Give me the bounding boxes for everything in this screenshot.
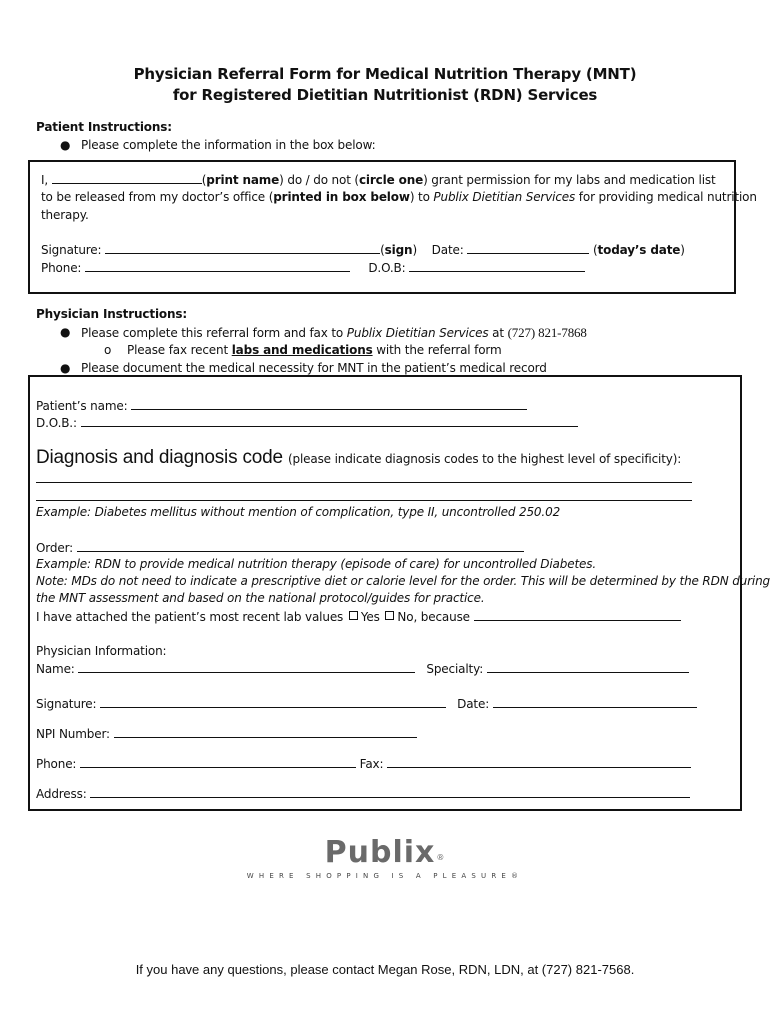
referral-dob-field[interactable] xyxy=(81,414,578,427)
consent-rest-1: ) grant permission for my labs and medication list xyxy=(423,173,716,187)
specialty-label: Specialty: xyxy=(426,662,484,676)
order-note-line2: the MNT assessment and based on the national protocol/guides for practice. xyxy=(36,591,485,605)
patient-signature-field[interactable] xyxy=(105,241,380,254)
patient-date-field[interactable] xyxy=(467,241,589,254)
order-label: Order: xyxy=(36,541,74,555)
yes-checkbox[interactable] xyxy=(349,611,358,620)
consent-line2-a: to be released from my doctor’s office ( xyxy=(41,190,274,204)
publix-tagline-text: WHERE SHOPPING IS A PLEASURE xyxy=(246,872,512,880)
sign-label: sign xyxy=(384,243,413,257)
physician-fax-label: Fax: xyxy=(359,757,384,771)
order-note-line1: Note: MDs do not need to indicate a prescriptive diet or calorie level for the order. This will be determined by the RDN during xyxy=(36,574,770,588)
address-field[interactable] xyxy=(90,785,690,798)
physician-signature-label: Signature: xyxy=(36,697,97,711)
sub-bullet-text-b: with the referral form xyxy=(372,343,502,357)
bullet-icon: ● xyxy=(60,325,71,339)
publix-wordmark: Publix xyxy=(324,835,436,870)
print-name-label: print name xyxy=(206,173,280,187)
physician-name-field[interactable] xyxy=(78,660,415,673)
physician-name-row xyxy=(36,660,689,678)
phone-fax-row xyxy=(36,755,691,773)
consent-line2-b: ) to xyxy=(409,190,434,204)
physician-signature-field[interactable] xyxy=(100,695,446,708)
labs-attached-row xyxy=(36,608,681,626)
npi-row xyxy=(36,725,417,743)
sub-bullet-text-a: Please fax recent xyxy=(127,343,232,357)
physician-phone-field[interactable] xyxy=(80,755,356,768)
patient-name-label: Patient’s name: xyxy=(36,399,128,413)
form-title-line2: for Registered Dietitian Nutritionist (RDN) Services xyxy=(172,86,598,104)
consent-i-prefix: I, xyxy=(41,173,49,187)
publix-tagline xyxy=(0,871,770,881)
publix-registered-mark: ® xyxy=(436,853,446,862)
physician-phone-label: Phone: xyxy=(36,757,77,771)
physician-signature-row xyxy=(36,695,697,713)
physician-bullet-1-text: Please complete this referral form and fax to xyxy=(81,326,347,340)
specialty-field[interactable] xyxy=(487,660,689,673)
no-label: No, because xyxy=(397,610,470,624)
diagnosis-heading-row xyxy=(36,447,681,469)
form-title-line1: Physician Referral Form for Medical Nutrition Therapy (MNT) xyxy=(133,65,637,83)
order-row xyxy=(36,539,524,557)
patient-phone-field[interactable] xyxy=(85,259,350,272)
diagnosis-line-1[interactable] xyxy=(36,482,692,483)
date-label: Date: xyxy=(431,243,464,257)
referral-dob-label: D.O.B.: xyxy=(36,416,77,430)
diagnosis-note: (please indicate diagnosis codes to the highest level of specificity): xyxy=(287,452,682,466)
labs-and-medications: labs and medications xyxy=(231,343,373,357)
publix-services-name: Publix Dietitian Services xyxy=(433,190,576,204)
consent-line-2 xyxy=(41,189,757,206)
patient-instructions-bullet: Please complete the information in the box below: xyxy=(81,138,376,152)
no-checkbox[interactable] xyxy=(385,611,394,620)
npi-field[interactable] xyxy=(114,725,417,738)
physician-instructions-heading: Physician Instructions: xyxy=(36,307,188,321)
todays-date-label: today’s date xyxy=(597,243,681,257)
labs-question: I have attached the patient’s most recent lab values xyxy=(36,610,344,624)
phone-label: Phone: xyxy=(41,261,82,275)
diagnosis-example: Example: Diabetes mellitus without mention of complication, type II, uncontrolled 250.02 xyxy=(36,505,561,519)
diagnosis-line-2[interactable] xyxy=(36,500,692,501)
print-name-field[interactable] xyxy=(52,171,202,184)
address-row xyxy=(36,785,690,803)
bullet-icon: ● xyxy=(60,361,71,375)
patient-dob-field[interactable] xyxy=(409,259,585,272)
address-label: Address: xyxy=(36,787,87,801)
no-reason-field[interactable] xyxy=(474,608,681,621)
fax-number: (727) 821-7868 xyxy=(507,325,587,340)
physician-fax-field[interactable] xyxy=(387,755,691,768)
patient-consent-box xyxy=(28,160,757,294)
patient-name-field[interactable] xyxy=(131,397,527,410)
consent-phone-row xyxy=(41,259,585,277)
consent-line-3: therapy. xyxy=(41,208,89,222)
consent-line-1: I, (print name) do / do not (circle one) grant permission for my labs and medication list xyxy=(41,173,716,187)
diagnosis-heading: Diagnosis and diagnosis code xyxy=(36,447,283,468)
physician-bullet-1-service: Publix Dietitian Services xyxy=(346,326,489,340)
physician-sub-bullet xyxy=(127,342,502,359)
circle-one-label: circle one xyxy=(358,173,424,187)
physician-date-label: Date: xyxy=(457,697,490,711)
physician-bullet-1 xyxy=(81,324,587,342)
order-example: Example: RDN to provide medical nutrition therapy (episode of care) for uncontrolled Diabetes. xyxy=(36,557,596,571)
dob-label: D.O.B: xyxy=(368,261,406,275)
publix-tagline-reg: ® xyxy=(511,872,524,880)
patient-instructions-heading: Patient Instructions: xyxy=(36,120,172,134)
patient-name-row xyxy=(36,397,527,415)
contact-footer: If you have any questions, please contact Megan Rose, RDN, LDN, at (727) 821-7568. xyxy=(135,962,635,977)
physician-name-label: Name: xyxy=(36,662,75,676)
printed-in-box-label: printed in box below xyxy=(273,190,410,204)
physician-bullet-2: Please document the medical necessity for MNT in the patient’s medical record xyxy=(81,361,547,375)
publix-logo xyxy=(0,836,770,875)
npi-label: NPI Number: xyxy=(36,727,110,741)
yes-label: Yes xyxy=(360,610,380,624)
bullet-icon: ● xyxy=(60,138,71,152)
referral-dob-row xyxy=(36,414,578,432)
signature-label: Signature: xyxy=(41,243,102,257)
physician-bullet-1-at: at xyxy=(488,326,508,340)
sub-bullet-marker: o xyxy=(104,343,112,357)
physician-date-field[interactable] xyxy=(493,695,697,708)
consent-signature-row: Signature: (sign) Date: (today’s date) xyxy=(41,243,685,257)
consent-line2-c: for providing medical nutrition xyxy=(575,190,757,204)
order-field[interactable] xyxy=(77,539,524,552)
physician-info-label: Physician Information: xyxy=(36,644,167,658)
do-do-not-text: ) do / do not ( xyxy=(279,173,359,187)
